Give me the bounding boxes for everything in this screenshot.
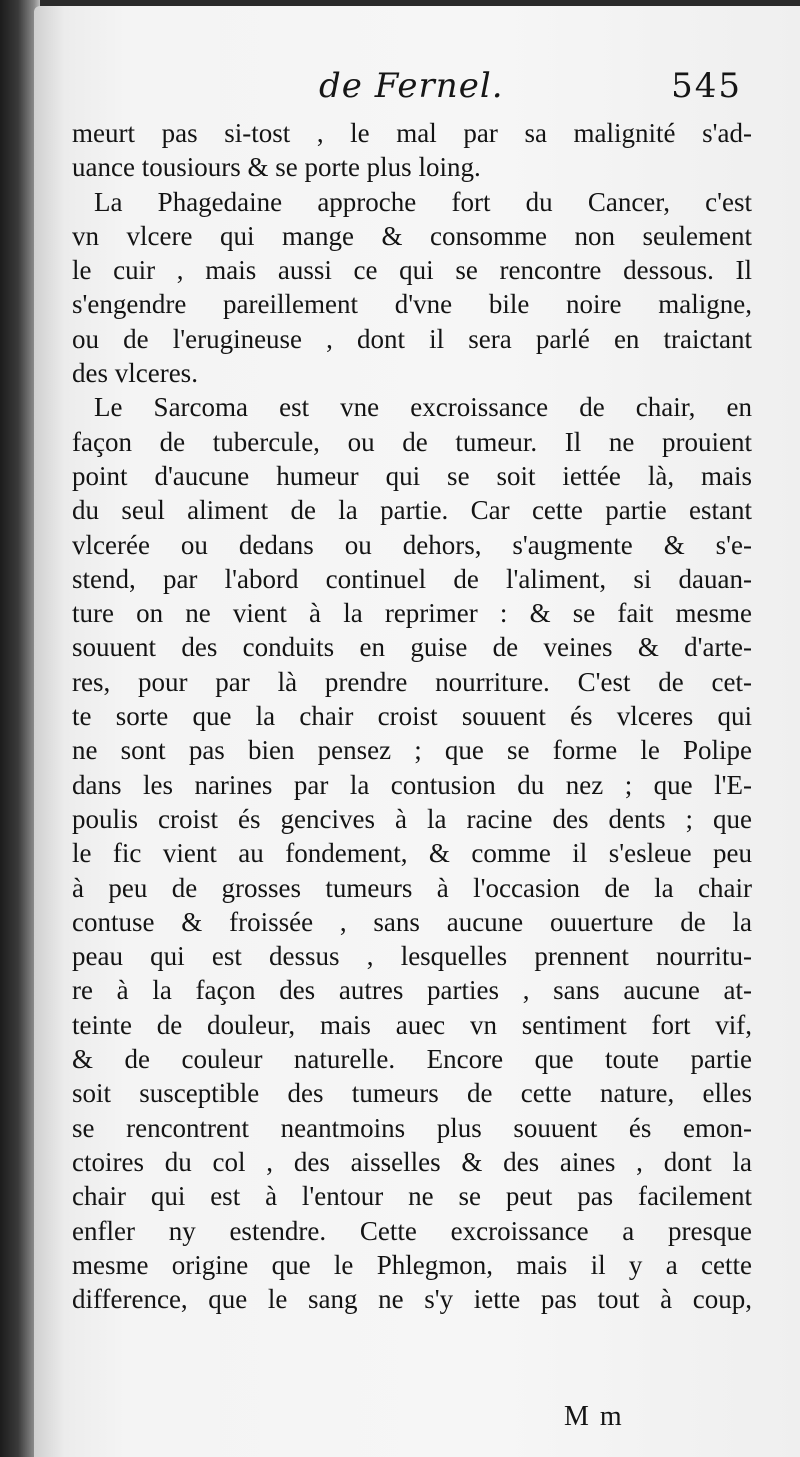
body-text: [72, 116, 752, 1316]
text-line: ture on ne vient à la reprimer : & se fait mesme: [72, 598, 752, 629]
text-line: souuent des conduits en guise de veines & d'arte-: [72, 632, 752, 663]
text-line: teinte de douleur, mais auec vn sentiment fort vif,: [72, 1009, 752, 1040]
text-line: dans les narines par la contusion du nez ; que l'E-: [72, 769, 752, 800]
text-line: stend, par l'abord continuel de l'aliment, si dauan-: [72, 563, 752, 594]
text-line: point d'aucune humeur qui se soit iettée là, mais: [72, 460, 752, 491]
text-line: vn vlcere qui mange & consomme non seulement: [72, 220, 752, 251]
running-title: de Fernel.: [319, 66, 504, 106]
text-line: ne sont pas bien pensez ; que se forme le Polipe: [72, 735, 752, 766]
text-line: La Phagedaine approche fort du Cancer, c'est: [94, 186, 752, 217]
text-line: soit susceptible des tumeurs de cette nature, elles: [72, 1078, 752, 1109]
text-line: enfler ny estendre. Cette excroissance a presque: [72, 1215, 752, 1246]
text-line: le fic vient au fondement, & comme il s'esleue peu: [72, 838, 752, 869]
text-line: s'engendre pareillement d'vne bile noire maligne,: [72, 289, 752, 320]
text-line: Le Sarcoma est vne excroissance de chair, en: [94, 392, 752, 423]
text-line: se rencontrent neantmoins plus souuent és emon-: [72, 1112, 752, 1143]
text-line: des vlceres.: [72, 358, 198, 389]
text-line: te sorte que la chair croist souuent és vlceres qui: [72, 701, 752, 732]
text-line: re à la façon des autres parties , sans aucune at-: [72, 975, 752, 1006]
text-line: ou de l'erugineuse , dont il sera parlé en traictant: [72, 323, 752, 354]
text-line: façon de tubercule, ou de tumeur. Il ne prouient: [72, 426, 752, 457]
text-line: peau qui est dessus , lesquelles prennent nourritu-: [72, 941, 752, 972]
text-line: chair qui est à l'entour ne se peut pas facilement: [72, 1181, 752, 1212]
text-line: vlcerée ou dedans ou dehors, s'augmente & s'e-: [72, 529, 752, 560]
text-line: ctoires du col , des aisselles & des aines , dont la: [72, 1146, 752, 1177]
text-line: difference, que le sang ne s'y iette pas tout à coup,: [72, 1284, 752, 1315]
text-line: du seul aliment de la partie. Car cette partie estant: [72, 495, 752, 526]
text-line: mesme origine que le Phlegmon, mais il y a cette: [72, 1249, 752, 1280]
text-line: contuse & froissée , sans aucune ouuerture de la: [72, 906, 752, 937]
text-line: & de couleur naturelle. Encore que toute partie: [72, 1044, 752, 1075]
book-page: [34, 6, 800, 1457]
text-line: le cuir , mais aussi ce qui se rencontre dessous. Il: [72, 255, 752, 286]
text-line: uance tousiours & se porte plus loing.: [72, 152, 481, 183]
text-line: meurt pas si-tost , le mal par sa malignité s'ad-: [72, 118, 752, 148]
text-line: poulis croist és gencives à la racine des dents ; que: [72, 803, 752, 834]
text-line: à peu de grosses tumeurs à l'occasion de la chair: [72, 872, 752, 903]
page-number: 545: [671, 66, 742, 106]
signature-mark: M m: [564, 1401, 624, 1432]
text-line: res, pour par là prendre nourriture. C'est de cet-: [72, 666, 752, 697]
